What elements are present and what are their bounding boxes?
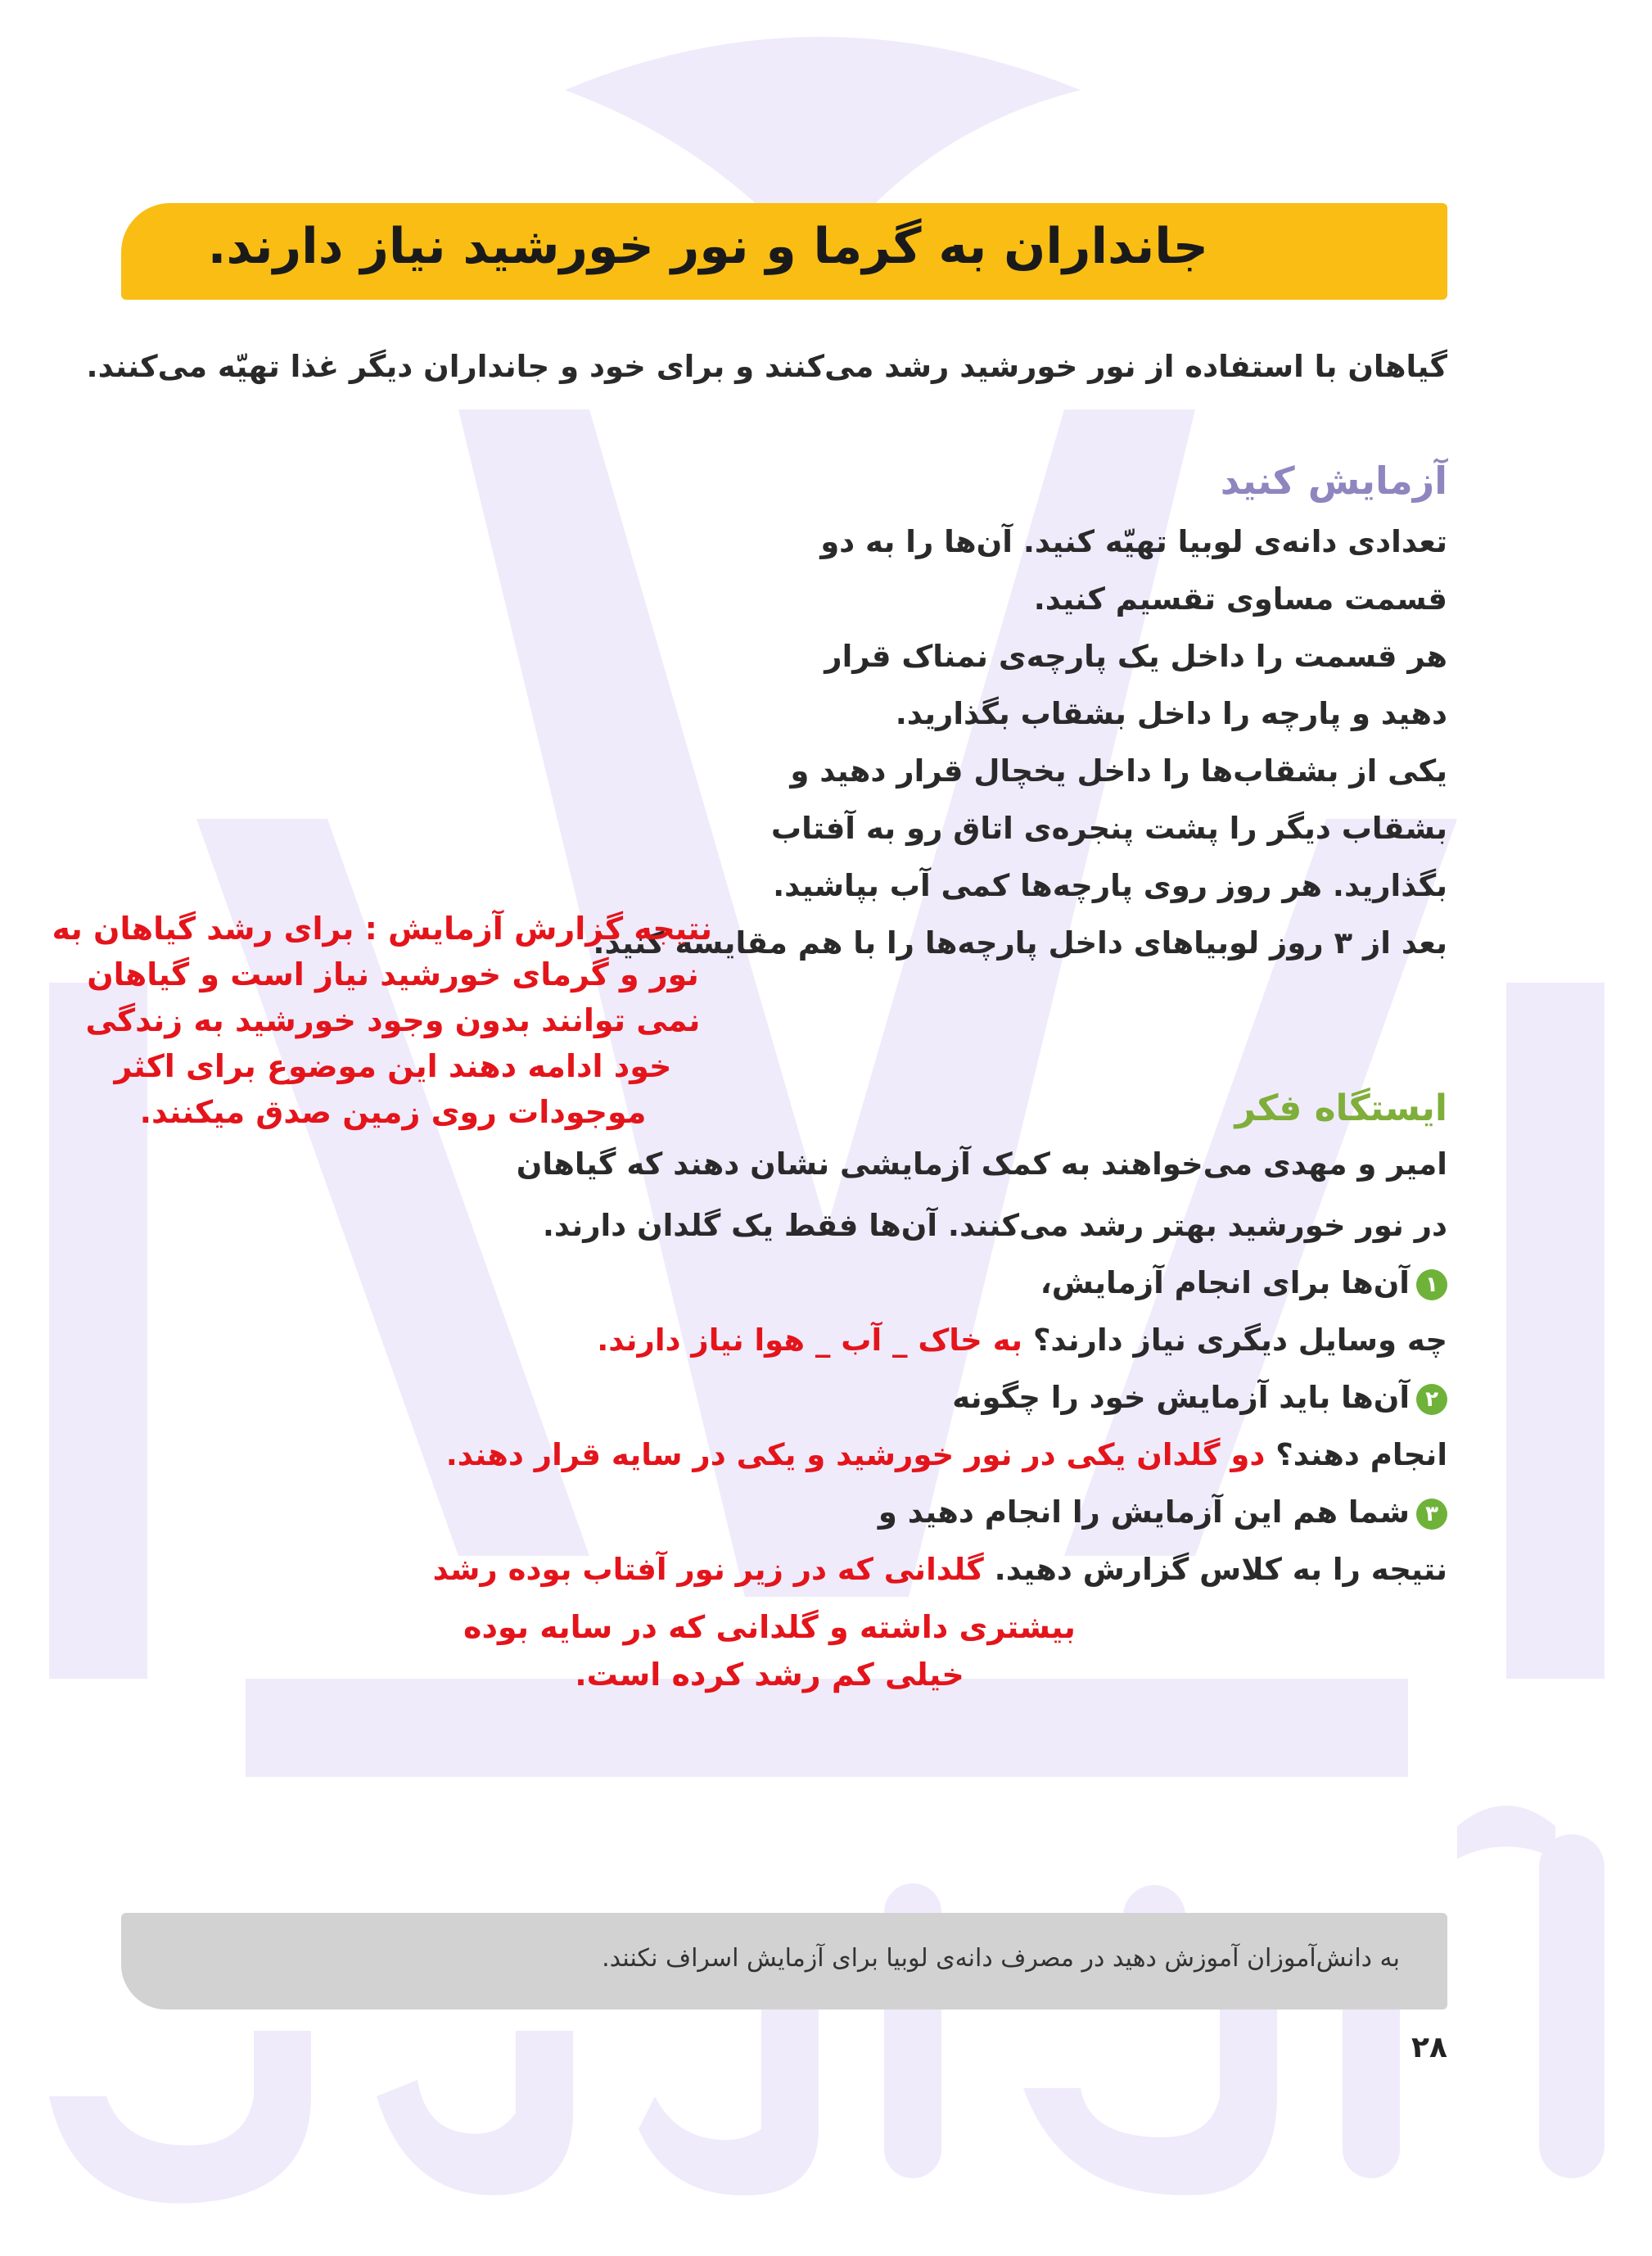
think-heading: ایستگاه فکر: [1234, 1087, 1447, 1129]
question-3-answer-line: بیشتری داشته و گلدانی که در سایه بوده: [463, 1609, 1076, 1645]
question-1: [1040, 1265, 1447, 1300]
experiment-answer-line: نمی توانند بدون وجود خورشید به زندگی: [85, 1002, 701, 1038]
experiment-answer-line: نور و گرمای خورشید نیاز است و گیاهان: [87, 956, 699, 992]
question-3-answer-cont: [442, 1609, 1097, 1693]
question-3-answer-line: خیلی کم رشد کرده است.: [575, 1657, 964, 1693]
question-number-badge: ۱: [1416, 1269, 1447, 1300]
title-banner: [121, 203, 1447, 300]
experiment-line: بگذارید. هر روز روی پارچه‌ها کمی آب بپاشید.: [773, 868, 1447, 903]
question-1-line2: چه وسایل دیگری نیاز دارند؟: [1032, 1322, 1447, 1358]
experiment-line: هر قسمت را داخل یک پارچه‌ی نمناک قرار: [824, 639, 1447, 674]
intro-text: گیاهان با استفاده از نور خورشید رشد می‌کنند و برای خود و جانداران دیگر غذا تهیّه می‌کنند.: [86, 349, 1447, 384]
experiment-line: یکی از بشقاب‌ها را داخل یخچال قرار دهید و: [790, 753, 1447, 789]
question-2-answer: دو گلدان یکی در نور خورشید و یکی در سایه قرار دهند.: [445, 1437, 1266, 1472]
question-3-answer-line: گلدانی که در زیر نور آفتاب بوده رشد: [432, 1552, 984, 1587]
experiment-answer-line: نتیجه گزارش آزمایش : برای رشد گیاهان به: [52, 911, 712, 947]
experiment-line: بعد از ۳ روز لوبیاهای داخل پارچه‌ها را با هم مقایسه کنید.: [593, 925, 1447, 961]
experiment-heading: آزمایش کنید: [1220, 459, 1447, 503]
experiment-answer-line: خود ادامه دهند این موضوع برای اکثر: [114, 1048, 672, 1084]
experiment-line: بشقاب دیگر را پشت پنجره‌ی اتاق رو به آفتاب: [770, 811, 1447, 846]
question-2-row2: [446, 1437, 1447, 1472]
experiment-answer: [52, 911, 712, 1130]
question-2: [952, 1380, 1447, 1415]
teacher-note-text: به دانش‌آموزان آموزش دهید در مصرف دانه‌ی لوبیا برای آزمایش اسراف نکنند.: [602, 1944, 1400, 1973]
think-intro-line: در نور خورشید بهتر رشد می‌کنند. آن‌ها فقط یک گلدان دارند.: [542, 1208, 1447, 1243]
question-1-answer: به خاک _ آب _ هوا نیاز دارند.: [597, 1322, 1023, 1358]
page-title: جانداران به گرما و نور خورشید نیاز دارند.: [207, 218, 1208, 275]
question-3-row2: [433, 1552, 1447, 1587]
question-2-line2: انجام دهند؟: [1275, 1437, 1447, 1472]
question-number-badge: ۳: [1416, 1499, 1447, 1530]
question-3-line1: شما هم این آزمایش را انجام دهید و: [878, 1494, 1410, 1530]
think-intro-line: امیر و مهدی می‌خواهند به کمک آزمایشی نشان دهند که گیاهان: [516, 1146, 1447, 1182]
experiment-line: قسمت مساوی تقسیم کنید.: [1033, 581, 1447, 617]
experiment-answer-line: موجودات روی زمین صدق میکنند.: [139, 1094, 647, 1130]
question-1-row2: [597, 1322, 1447, 1358]
question-3-line2: نتیجه را به کلاس گزارش دهید.: [994, 1552, 1447, 1587]
page-number: ۲۸: [1411, 2031, 1447, 2064]
question-2-line1: آن‌ها باید آزمایش خود را چگونه: [952, 1380, 1410, 1415]
question-number-badge: ۲: [1416, 1384, 1447, 1415]
teacher-note: [121, 1913, 1447, 2010]
experiment-line: دهید و پارچه را داخل بشقاب بگذارید.: [895, 696, 1447, 731]
question-3: [878, 1494, 1447, 1530]
experiment-line: تعدادی دانه‌ی لوبیا تهیّه کنید. آن‌ها را به دو: [820, 524, 1447, 559]
question-1-line1: آن‌ها برای انجام آزمایش،: [1040, 1265, 1410, 1300]
